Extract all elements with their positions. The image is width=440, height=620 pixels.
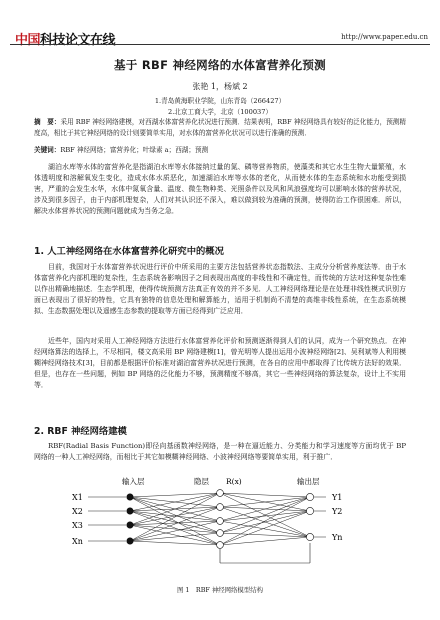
weight-edge bbox=[130, 521, 220, 525]
paper-authors: 张艳 1，杨斌 2 bbox=[192, 82, 248, 91]
hidden-node bbox=[217, 490, 224, 497]
rbf-network-diagram bbox=[64, 473, 376, 581]
input-node bbox=[127, 494, 133, 500]
keywords bbox=[34, 145, 406, 156]
weight-edge bbox=[220, 497, 310, 507]
abstract bbox=[34, 117, 406, 138]
paper-title: 基于 RBF 神经网络的水体富营养化预测 bbox=[114, 58, 326, 72]
output-node bbox=[306, 533, 313, 540]
intro-paragraph: 湖泊水库等水体的富营养化是指湖泊水库等水体接纳过量的氮、磷等营养物质，使藻类和其它水生生物大量繁殖，水体透明度和溶解氧发生变化，造成水体水质恶化，加速湖泊水库等水体的老化，从而使水体的生态系统和水功能受到损害，严重的会发生水华，水体中氮氧含量、温度、微生物种类、光照条件以及风和风浪强度均可以影响水体的营养状况，涉及到很多因子，由于内部机理复杂，人们对其认识还不深入，难以做到较为准确的预测，使得防治工作很困难．所以，解决水体营养状况的预测问题就成为当务之急． bbox=[34, 163, 406, 216]
weight-edge bbox=[130, 541, 220, 545]
section-2-paragraph-1: RBF(Radial Basis Function)即径向基函数神经网络，是一种在逼近能力、分类能力和学习速度等方面均优于 BP 网络的一种人工神经网络，而相比于其它如模糊神经网络、小波神经网络等要简单实用，利于推广． bbox=[34, 442, 406, 462]
weight-edge bbox=[130, 493, 220, 511]
weight-edge bbox=[220, 493, 310, 497]
output-node bbox=[306, 493, 313, 500]
weight-edge bbox=[130, 497, 220, 533]
input-layer-label: 输入层 bbox=[122, 477, 145, 486]
figure-caption: 图 1 RBF 神经网络模型结构 bbox=[177, 586, 263, 594]
weight-edge bbox=[130, 493, 220, 497]
input-node bbox=[127, 508, 133, 514]
hidden-node bbox=[217, 518, 224, 525]
affiliation-2: 2.北京工商大学，北京（100037） bbox=[168, 108, 272, 116]
section-1-paragraph-2: 近些年，国内对采用人工神经网络方法进行水体富营养化评价和预测逐渐得到人们的认同，成为一个研究热点．在神经网络算法的选择上，不尽相同，楼文高采用 BP 网络建模[1]，曾光明等人提出运用小波神经网络[2]、吴利斌等人利用模糊神经网络技术[3]，目前都是根据评价标准对湖泊富营养状况进行预测，在各自的应用中都取得了比传统方法好的效果．但是，也存在一些问题，例如 BP 网络的泛化能力不够，预测精度不够高，其它一些神经网络的算法复杂，设计上不实用等． bbox=[34, 337, 406, 390]
keywords-label: 关键词： bbox=[34, 146, 61, 154]
input-x2-label: X2 bbox=[72, 507, 83, 516]
keywords-text: RBF 神经网络；富营养化；叶绿素 a；西湖；预测 bbox=[60, 146, 209, 154]
input-node bbox=[127, 538, 133, 544]
weight-edge bbox=[130, 525, 220, 533]
section-2-heading: 2. RBF 神经网络建模 bbox=[34, 426, 127, 437]
output-yn-label: Yn bbox=[332, 533, 343, 542]
abstract-label: 摘 要： bbox=[34, 118, 61, 126]
output-node bbox=[306, 507, 313, 514]
hidden-node bbox=[217, 530, 224, 537]
hidden-layer-label: 隐层 bbox=[194, 477, 209, 486]
weight-edge bbox=[130, 493, 220, 541]
header-rule bbox=[10, 44, 430, 45]
weight-edge bbox=[130, 493, 220, 525]
output-y2-label: Y2 bbox=[332, 507, 343, 516]
weight-edge bbox=[220, 497, 310, 533]
weight-edge bbox=[220, 521, 310, 537]
weight-edge bbox=[130, 511, 220, 533]
weight-edge bbox=[220, 497, 310, 521]
output-y1-label: Y1 bbox=[332, 493, 343, 502]
section-1-heading: 1. 人工神经网络在水体富营养化研究中的概况 bbox=[34, 246, 224, 257]
input-node bbox=[127, 522, 133, 528]
section-1-paragraph-1: 目前，我国对于水体富营养状况进行评价中所采用的主要方法包括营养状态指数法、主成分分析营养度法等．由于水体富营养化内部机理的复杂性，生态系统各影响因子之间表现出高度的非线性和不确定性，而传统的方法对这种复杂性难以作出精确地描述．生态学机理，使得传统预测方法真正有效的并不多见．人工神经网络理论是在处理非线性模式识别方面已表现出了很好的特性，它具有独特的信息处理和解算能力，适用于机制尚不清楚的高维非线性系统，在生态系统模拟、生态数据处理以及遥感生态参数的提取等方面已经得到广泛应用． bbox=[34, 263, 406, 316]
activation-label: R(x) bbox=[226, 477, 242, 486]
input-x1-label: X1 bbox=[72, 493, 83, 502]
input-x3-label: X3 bbox=[72, 521, 83, 530]
weight-edge bbox=[220, 537, 310, 545]
hidden-node bbox=[217, 504, 224, 511]
affiliation-1: 1.青岛黄海职业学院，山东青岛（266427） bbox=[154, 97, 286, 105]
input-xn-label: Xn bbox=[72, 537, 83, 546]
output-layer-label: 输出层 bbox=[297, 477, 320, 486]
weight-edge bbox=[220, 533, 310, 537]
weight-edge bbox=[220, 497, 310, 545]
abstract-text: 采用 RBF 神经网络建模，对西湖水体富营养化状况进行预测．结果表明，RBF 神经网络具有较好的泛化能力，预测精度高，相比于其它神经网络的设计则要简单实用，对水体的富营养化状况可以进行准确的预测． bbox=[34, 118, 407, 137]
hidden-node bbox=[217, 542, 224, 549]
weight-edge bbox=[220, 511, 310, 533]
site-url[interactable]: http://www.paper.edu.cn bbox=[341, 33, 428, 41]
site-logo[interactable]: 中国科技论文在线 bbox=[15, 33, 116, 48]
journal-header bbox=[0, 0, 440, 48]
